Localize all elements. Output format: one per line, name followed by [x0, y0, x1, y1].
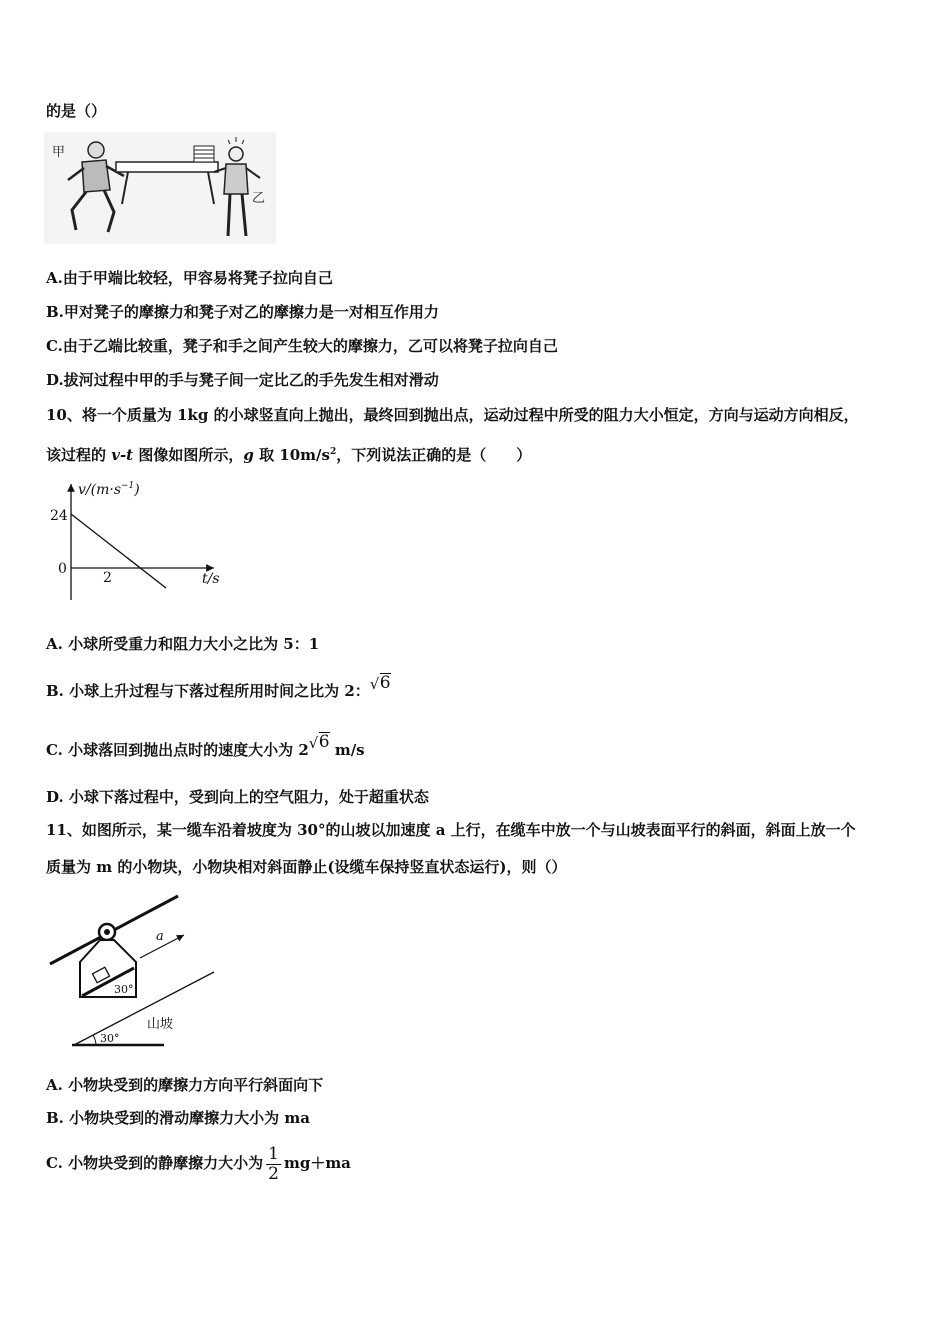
- q9-option-a: A.由于甲端比较轻，甲容易将凳子拉向自己: [46, 269, 333, 287]
- q10-g-italic: g: [243, 446, 254, 464]
- q10-stem-part: 该过程的: [46, 446, 112, 464]
- vt-line: [71, 514, 166, 588]
- q10-option-d: D. 小球下落过程中，受到向上的空气阻力，处于超重状态: [46, 788, 429, 806]
- vt-graph: [44, 476, 234, 604]
- origin-label: 0: [58, 561, 67, 577]
- cable-car-figure: [44, 890, 234, 1056]
- x-tick-2: 2: [103, 570, 112, 586]
- q9-option-b: B.甲对凳子的摩擦力和凳子对乙的摩擦力是一对相互作用力: [46, 303, 439, 321]
- car-angle-label: 30°: [114, 983, 134, 996]
- q10-stem-line1: 10、将一个质量为 1kg 的小球竖直向上抛出，最终回到抛出点，运动过程中所受的阻力大小恒定，方向与运动方向相反，: [46, 406, 859, 424]
- q9-stem-tail: 的是（）: [46, 102, 107, 120]
- sqrt-radicand: 6: [379, 673, 391, 693]
- fraction-numerator: 1: [268, 1143, 279, 1164]
- q11-option-a: A. 小物块受到的摩擦力方向平行斜面向下: [46, 1076, 324, 1094]
- q11-stem-line1: 11、如图所示，某一缆车沿着坡度为 30°的山坡以加速度 a 上行，在缆车中放一个与山坡表面平行的斜面，斜面上放一个: [46, 821, 856, 839]
- tug-of-war-illustration: [44, 132, 276, 244]
- cable-car-svg: [44, 890, 234, 1056]
- q10-stem-part: 图像如图所示，: [133, 446, 244, 464]
- fraction-denominator: 2: [268, 1163, 279, 1184]
- q10-vt-italic: v-t: [111, 446, 134, 464]
- q10-option-b: [46, 673, 391, 701]
- tug-of-war-figure: [44, 132, 276, 244]
- q10-option-c-text: C. 小球落回到抛出点时的速度大小为 2: [46, 741, 309, 759]
- fraction-one-half: [266, 1145, 281, 1184]
- q11-option-c: [46, 1143, 351, 1184]
- q10-option-a: A. 小球所受重力和阻力大小之比为 5：1: [46, 635, 320, 653]
- q10-superscript: 2: [329, 447, 337, 457]
- sqrt-6: √ 6: [308, 732, 330, 752]
- q10-option-b-text: B. 小球上升过程与下落过程所用时间之比为 2：: [46, 682, 370, 700]
- sqrt-radicand: 6: [318, 732, 330, 752]
- slope-label: 山坡: [147, 1017, 174, 1032]
- label-yi: 乙: [252, 191, 266, 206]
- q10-stem-part: 取 10m/s: [253, 446, 330, 464]
- q11-stem-line2: 质量为 m 的小物块，小物块相对斜面静止(设缆车保持竖直状态运行)，则（）: [46, 858, 567, 876]
- q11-option-c-formula: mg＋ma: [283, 1154, 351, 1172]
- vt-graph-svg: [44, 476, 234, 604]
- v-axis-label: $v/(m\cdot s^{-1})$: [78, 481, 140, 498]
- q11-option-c-text: C. 小物块受到的静摩擦力大小为: [46, 1154, 264, 1172]
- accel-label: a: [156, 929, 164, 944]
- sqrt-6: √ 6: [369, 673, 391, 693]
- q10-stem-part: ，下列说法正确的是（ ）: [336, 446, 532, 464]
- slope-angle-label: 30°: [100, 1032, 120, 1045]
- q10-option-c-unit: m/s: [329, 741, 365, 759]
- q10-option-c: [46, 732, 365, 760]
- q9-option-c: C.由于乙端比较重，凳子和手之间产生较大的摩擦力，乙可以将凳子拉向自己: [46, 337, 558, 355]
- t-axis-label: t/s: [202, 571, 220, 587]
- q10-stem-line2: [46, 442, 531, 465]
- y-tick-24: 24: [50, 508, 68, 524]
- q9-option-d: D.拔河过程中甲的手与凳子间一定比乙的手先发生相对滑动: [46, 371, 439, 389]
- q11-option-b: B. 小物块受到的滑动摩擦力大小为 ma: [46, 1109, 310, 1127]
- label-jia: 甲: [52, 145, 66, 160]
